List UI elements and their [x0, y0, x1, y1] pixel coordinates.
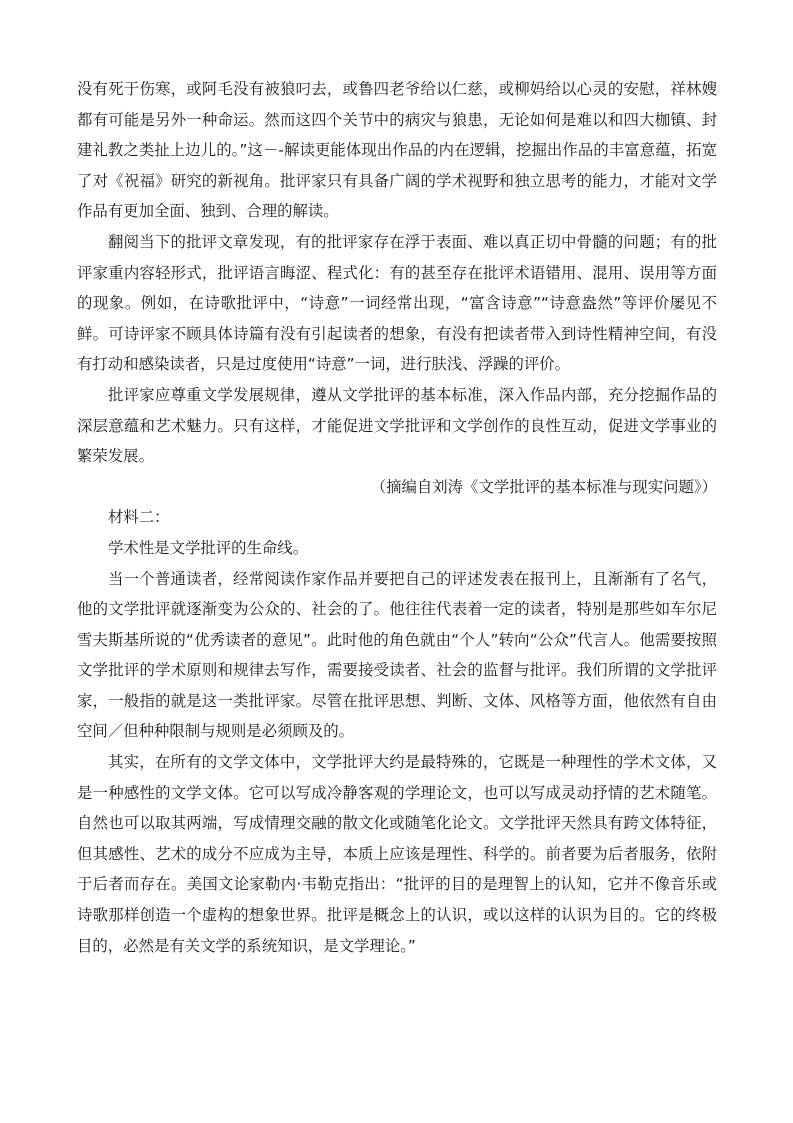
material-two-heading: 材料二：	[108, 508, 170, 527]
document-body	[77, 74, 717, 961]
paragraph-conclusion: 批评家应尊重文学发展规律，遵从文学批评的基本标准，深入作品内部，充分挖掘作品的深层意蕴和艺术魅力。只有这样，才能促进文学批评和文学创作的良性互动，促进文学事业的繁荣发展。	[77, 385, 717, 466]
citation-source: （摘编自刘涛《文学批评的基本标准与现实问题》）	[370, 477, 717, 496]
material-two-thesis: 学术性是文学批评的生命线。	[108, 538, 309, 557]
material-two-paragraph-reader: 当一个普通读者，经常阅读作家作品并要把自己的评述发表在报刊上，且渐渐有了名气，他的文学批评就逐渐变为公众的、社会的了。他往往代表着一定的读者，特别是那些如车尔尼雪夫斯基所说的“优秀读者的意见”。此时他的角色就由“个人”转向“公众”代言人。他需要按照文学批评的学术原则和规律去写作，需要接受读者、社会的监督与批评。我们所谓的文学批评家，一般指的就是这一类批评家。尽管在批评思想、判断、文体、风格等方面，他依然有自由空间／但种种限制与规则是必须顾及的。	[77, 569, 717, 741]
paragraph-continuation: 没有死于伤寒，或阿毛没有被狼叼去，或鲁四老爷给以仁慈，或柳妈给以心灵的安慰，祥林嫂都有可能是另外一种命运。然而这四个关节中的病灾与狼患，无论如何是难以和四大枷镇、封建礼教之类扯上边儿的。”这－-解读更能体现出作品的内在逻辑，挖掘出作品的丰富意蕴，拓宽了对《祝福》研究的新视角。批评家只有具备广阔的学术视野和独立思考的能力，才能对文学作品有更加全面、独到、合理的解读。	[77, 80, 717, 221]
material-two-paragraph-genre: 其实，在所有的文学文体中，文学批评大约是最特殊的，它既是一种理性的学术文体，又是一种感性的文学文体。它可以写成冷静客观的学理论文，也可以写成灵动抒情的艺术随笔。自然也可以取其两端，写成情理交融的散文化或随笔化论文。文学批评天然具有跨文体特征，但其感性、艺术的成分不应成为主导，本质上应该是理性、科学的。前者要为后者服务，依附于后者而存在。美国文论家勒内·韦勒克指出：“批评的目的是理智上的认知，它并不像音乐或诗歌那样创造一个虚构的想象世界。批评是概念上的认识，或以这样的认识为目的。它的终极目的，必然是有关文学的系统知识，是文学理论。”	[77, 753, 717, 955]
paragraph-critique-issues: 翻阅当下的批评文章发现，有的批评家存在浮于表面、难以真正切中骨髓的问题；有的批评家重内容轻形式，批评语言晦涩、程式化：有的甚至存在批评术语错用、混用、误用等方面的现象。例如，在诗歌批评中，“诗意”一词经常出现，“富含诗意”“诗意盎然”等评价屡见不鲜。可诗评家不顾具体诗篇有没有引起读者的想象，有没有把读者带入到诗性精神空间，有没有打动和感染读者，只是过度使用“诗意”一词，进行肤浅、浮躁的评价。	[77, 232, 717, 374]
